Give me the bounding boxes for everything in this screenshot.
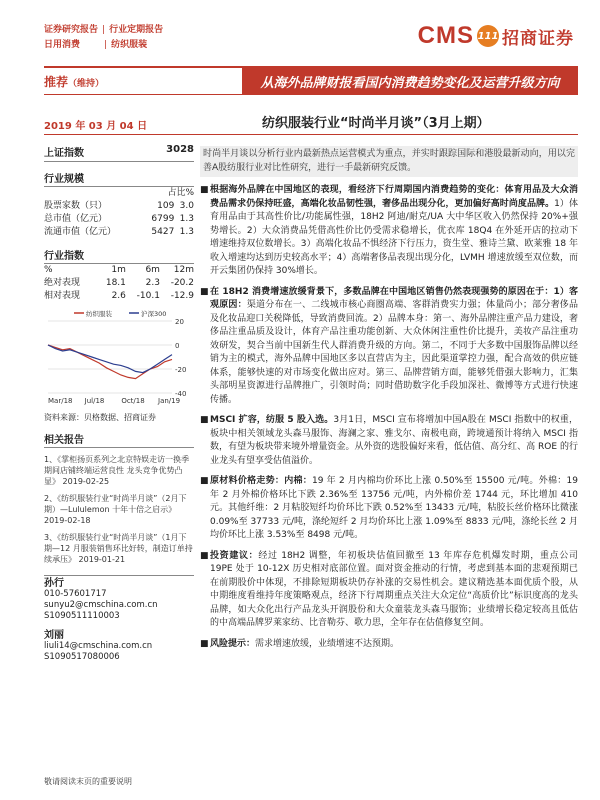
rating-main: 推荐	[44, 74, 69, 89]
bullet-icon: ■	[200, 638, 209, 649]
bullet-icon: ■	[200, 286, 209, 297]
perf-col: %	[44, 265, 53, 275]
scale-col-head: 占比%	[167, 188, 194, 198]
bullet-icon: ■	[200, 550, 209, 561]
main-title: 从海外品牌财报看国内消费趋势变化及运营升级方向	[242, 68, 578, 94]
rating	[44, 73, 194, 90]
intro-paragraph: 时尚半月谈以分析行业内最新热点运营模式为重点，并实时跟踪国际和港股最新动向，用以完善A股纺服行业对比性研究，进行一手最新研究反馈。	[200, 146, 578, 177]
performance-chart	[44, 307, 194, 407]
perf-col: 6m	[145, 265, 160, 275]
bullet-text: 3月1日，MSCI 宣布将增加中国A股在 MSCI 指数中的权重，板块中相关领域龙头森马服饰、海澜之家、雅戈尔、南极电商，跨境通预计将纳入 MSCI 指数，有望为板块带来境外增量资金。从外资的选股偏好来看，低估值、高分红、高 ROE 的行业龙头有望享受估值溢价。	[210, 415, 578, 466]
industry-name: 纺织服装	[111, 40, 148, 50]
index-row	[44, 144, 194, 162]
legend-label: 纺织服装	[86, 310, 112, 318]
logo-cn-text: 招商证券	[502, 28, 574, 49]
perf-value: -12.9	[170, 291, 194, 301]
logo-badge: 111	[477, 25, 499, 47]
bullet-heading: MSCI 扩容，纺服 5 股入选。	[210, 415, 334, 425]
bullet-text: 需求增速放缓，业绩增速不达预期。	[255, 638, 400, 649]
analyst-name: 刘丽	[44, 630, 64, 641]
perf-value: -10.1	[136, 291, 160, 301]
perf-table	[44, 264, 194, 303]
scale-v2: 1.3	[179, 227, 194, 237]
index-label: 上证指数	[44, 148, 84, 159]
analyst-contact	[44, 575, 194, 622]
report-subcategory: 行业定期报告	[109, 25, 164, 35]
table-row	[44, 200, 194, 213]
cms-logo	[418, 22, 574, 50]
scale-table	[44, 200, 194, 239]
perf-value: 2.6	[111, 291, 126, 301]
bullet-heading: 在 18H2 消费增速放缓背景下，多数品牌在中国地区销售仍然表现强势的原因在于：1）客观原因：	[210, 286, 578, 310]
related-date: 2019-02-18	[44, 516, 91, 525]
legend-label: 沪深300	[141, 310, 167, 318]
y-tick-label: 0	[175, 342, 180, 350]
related-head: 相关报告	[44, 431, 194, 448]
bullet-item	[200, 638, 578, 652]
bullet-heading: 原材料价格走势：内棉：	[210, 476, 313, 486]
table-row	[44, 213, 194, 226]
table-row	[44, 277, 194, 290]
scale-v2: 3.0	[179, 201, 194, 211]
x-tick-label: Mar/18	[48, 397, 73, 405]
bullet-text: 经过 18H2 调整，年初板块估值回撤至 13 年库存危机爆发时期，重点公司 19PE 处于 10-12X 历史相对底部位置。面对资金推动的行情，考虑到基本面的悲观预期已在前期股价中体现，不排除短期板块仍存补涨的交易性机会。建议精选基本面优质个股，从中期维度看维持年度策略观点，经济下行周期重点关注大众定位“高质价比”标识度高的龙头品牌，如大众化出行产品龙头开润股份和大众童装龙头森马服饰；业绩增长稳定较高且低估的中高端品牌罗莱家纺、比音勒芬、歌力思，全年存在估值修复空间。	[210, 550, 578, 628]
perf-value: 2.3	[145, 278, 160, 288]
table-row	[44, 264, 194, 277]
bullet-item	[200, 286, 578, 408]
bullet-heading: 根据海外品牌在中国地区的表现，看经济下行周期国内消费趋势的变化：体育用品及大众消费品需求仍保持旺盛，高端化妆品韧性强，奢侈品出现分化，更加偏好高时尚度品牌。	[210, 185, 578, 209]
perf-label: 相对表现	[44, 291, 81, 301]
perf-head: 行业指数	[44, 247, 194, 264]
bullet-text: 1）体育用品由于其高性价比/功能属性强，18H2 阿迪/耐克/UA 大中华区收入仍然保持 20%+强势增长。2）大众消费品凭借高性价比仍受需求稳增长，优衣库 18Q4 在外延开店的拉动下增速维持双位数增长。3）高端化妆品不惧经济下行压力，资生堂、雅诗兰黛、欧莱雅 18 年收入增速均达到历史较高水平；4）高端奢侈品表现出现分化，LVMH 增速放缓至双位数，而开云集团仍保持 30%增长。	[210, 198, 578, 276]
index-value: 3028	[166, 144, 194, 155]
analyst-email[interactable]: liuli14@cmschina.com.cn	[44, 641, 153, 651]
chart-source: 资料来源：贝格数据、招商证券	[44, 413, 156, 422]
x-tick-label: Jan/19	[158, 397, 181, 405]
table-row	[44, 290, 194, 303]
divider	[44, 134, 578, 135]
main-content	[200, 146, 578, 651]
related-report[interactable]	[44, 493, 194, 526]
x-tick-label: Jul/18	[84, 397, 105, 405]
scale-label: 流通市值（亿元）	[44, 227, 117, 237]
analyst-cert: S1090517080006	[44, 652, 120, 662]
analyst-email[interactable]: sunyu2@cmschina.com.cn	[44, 600, 158, 610]
scale-v2: 1.3	[179, 214, 194, 224]
bullet-heading: 投资建议：	[210, 550, 259, 561]
bullet-icon: ■	[200, 476, 209, 486]
report-type-header: 证券研究报告 | 行业定期报告 日用消费 | 纺织服装	[44, 25, 164, 50]
logo-cms-text: CMS	[417, 22, 474, 49]
related-text: 3、《纺织服装行业“时尚半月谈”（1月下期—12 月服装销售环比好转，制造订单持续承压》	[44, 533, 193, 564]
table-row	[44, 226, 194, 239]
perf-col: 12m	[173, 265, 194, 275]
analyst-phone: 010-57601717	[44, 589, 107, 599]
y-tick-label: -20	[175, 366, 187, 374]
scale-head: 行业规模	[44, 170, 194, 187]
perf-col: 1m	[111, 265, 126, 275]
footer-note: 敬请阅读末页的重要说明	[44, 777, 132, 786]
related-text: 1、《掌柜扬页系列之北京特娱走访一换季期间店铺终端运营良性 龙头竞争优势凸显》	[44, 455, 190, 486]
bullet-item	[200, 550, 578, 631]
title-bar	[44, 66, 578, 95]
scale-v1: 6799	[151, 214, 175, 224]
related-date: 2019-01-21	[78, 555, 126, 564]
related-text: 2、《纺织服装行业“时尚半月谈”（2月下期）—Lululemon 十年十倍之启示》	[44, 494, 187, 514]
related-report[interactable]	[44, 454, 194, 487]
bullet-text: 渠道分布在一、二线城市核心商圈高端、客群消费实力强；体量尚小；部分奢侈品及化妆品迎口关税降低，导致消费回流。2）品牌本身：第一、海外品牌注重产品力建设，奢侈品注重品质及设计，体育产品注重功能创新、大众休闲注重性价比提升，美妆产品注重功效研发，契合当前中国新生代人群消费升级的方向。第二，不同于大多数中国服饰品牌以经销为主的模式，海外品牌中国地区多以直营店为主，因此渠道掌控力强，配合高效的供应链体系，能够快速的对市场变化做出应对。第三、品牌营销方面，能够凭借强大影响力，汇集头部明星资源进行品牌推广，引领时尚；同时借助数字化手段加深社、微博等方式进行快速传播。	[210, 300, 578, 405]
rating-sub: （维持）	[68, 78, 105, 89]
analyst-cert: S1090511110003	[44, 611, 120, 621]
related-report[interactable]	[44, 532, 194, 565]
bullet-text: 19 年 2 月内棉均价环比上涨 0.50%至 15500 元/吨。外棉：19 年 2 月外棉价格环比下跌 2.36%至 13756 元/吨，内外棉价差 1744 元，环比增加 410 元。其他纤维：2 月粘胶短纤均价环比下跌 0.52%至 13433 元/吨，粘胶长丝价格环比微涨 0.09%至 37733 元/吨，涤纶短纤 2 月均价环比上涨 1.09%至 8833 元/吨，涤纶长丝 2 月均价环比上涨 3.53%至 8498 元/吨。	[210, 476, 578, 540]
x-tick-label: Oct/18	[121, 397, 145, 405]
bullet-icon: ■	[200, 415, 209, 425]
y-tick-label: 20	[175, 318, 184, 326]
related-date: 2019-02-25	[62, 477, 110, 486]
analyst-contact	[44, 628, 194, 663]
bullet-item	[200, 475, 578, 543]
bullet-item	[200, 184, 578, 279]
bullet-item	[200, 414, 578, 468]
perf-value: -20.2	[170, 278, 194, 288]
bullet-icon: ■	[200, 185, 209, 195]
scale-v1: 109	[157, 201, 175, 211]
perf-label: 绝对表现	[44, 278, 81, 288]
scale-label: 股票家数（只）	[44, 201, 108, 211]
sub-title: 纺织服装行业“时尚半月谈”（3月上期）	[262, 116, 490, 131]
analyst-name: 孙行	[44, 575, 194, 589]
scale-v1: 5427	[151, 227, 175, 237]
report-category: 证券研究报告	[44, 25, 99, 35]
y-tick-label: -40	[175, 390, 187, 398]
perf-value: 18.1	[105, 278, 126, 288]
left-sidebar	[44, 144, 194, 663]
bullet-heading: 风险提示：	[210, 638, 256, 649]
scale-label: 总市值（亿元）	[44, 214, 108, 224]
report-date: 2019 年 03 月 04 日	[44, 121, 148, 132]
sector-name: 日用消费	[44, 40, 81, 50]
